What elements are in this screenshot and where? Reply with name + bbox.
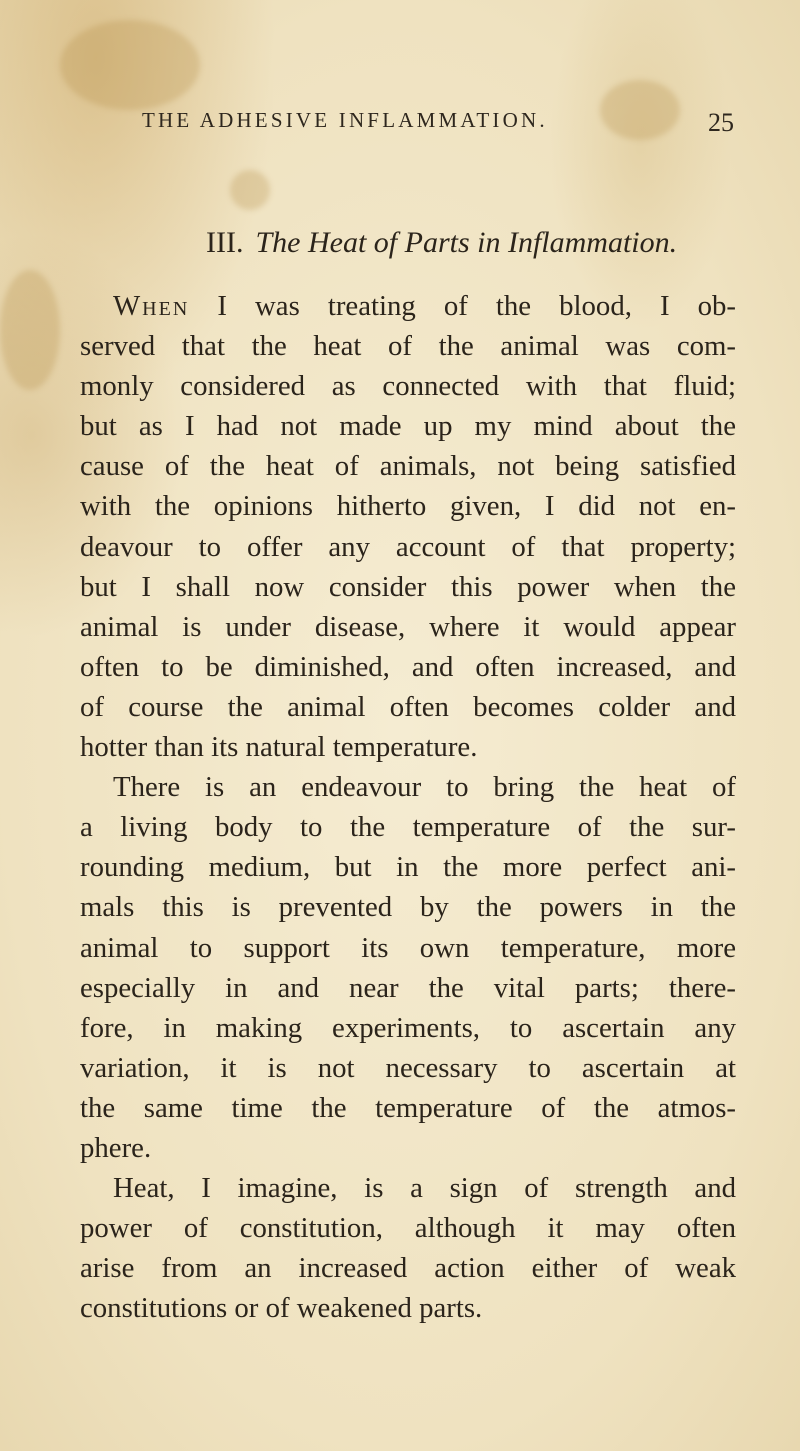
text-line: rounding medium, but in the more perfect ani-	[80, 851, 736, 884]
foxing-stain	[230, 170, 270, 210]
text-line: mals this is prevented by the powers in the	[80, 891, 736, 924]
text-line: phere.	[80, 1131, 152, 1164]
text-line: hotter than its natural temperature.	[80, 731, 478, 764]
text-line: but as I had not made up my mind about the	[80, 410, 736, 443]
text-line: variation, it is not necessary to ascertain at	[80, 1051, 736, 1084]
text-line: especially in and near the vital parts; there-	[80, 971, 736, 1004]
text-line: often to be diminished, and often increased, and	[80, 650, 736, 683]
text-line: with the opinions hitherto given, I did not en-	[80, 490, 736, 523]
running-head	[142, 108, 734, 142]
text-line: animal to support its own temperature, more	[80, 931, 736, 964]
foxing-stain	[0, 270, 60, 390]
foxing-stain	[60, 20, 200, 110]
running-head-title: THE ADHESIVE INFLAMMATION.	[142, 108, 548, 132]
text-line: fore, in making experiments, to ascertain any	[80, 1011, 736, 1044]
page-number: 25	[708, 108, 734, 137]
text-line: served that the heat of the animal was com-	[80, 330, 736, 363]
text-line: When I was treating of the blood, I ob-	[113, 290, 736, 322]
section-numeral: III.	[206, 226, 244, 259]
text-line: of course the animal often becomes colder and	[80, 690, 736, 723]
text-line: constitutions or of weakened parts.	[80, 1292, 483, 1325]
section-heading	[206, 226, 677, 260]
drop-word: When	[113, 290, 190, 322]
text-line: cause of the heat of animals, not being satisfied	[80, 450, 736, 483]
text-line: Heat, I imagine, is a sign of strength and	[113, 1172, 736, 1205]
text-line: animal is under disease, where it would appear	[80, 610, 736, 643]
text-line: arise from an increased action either of weak	[80, 1252, 736, 1285]
text-line: monly considered as connected with that fluid;	[80, 370, 736, 403]
section-title: The Heat of Parts in Inflammation.	[255, 226, 678, 259]
text-line: There is an endeavour to bring the heat of	[113, 771, 736, 804]
text-line: the same time the temperature of the atmos-	[80, 1091, 736, 1124]
body-text	[80, 286, 736, 1328]
text-line: but I shall now consider this power when the	[80, 570, 736, 603]
text-line: a living body to the temperature of the sur-	[80, 811, 736, 844]
text-line: power of constitution, although it may often	[80, 1212, 736, 1245]
text-line: deavour to offer any account of that property;	[80, 530, 736, 563]
